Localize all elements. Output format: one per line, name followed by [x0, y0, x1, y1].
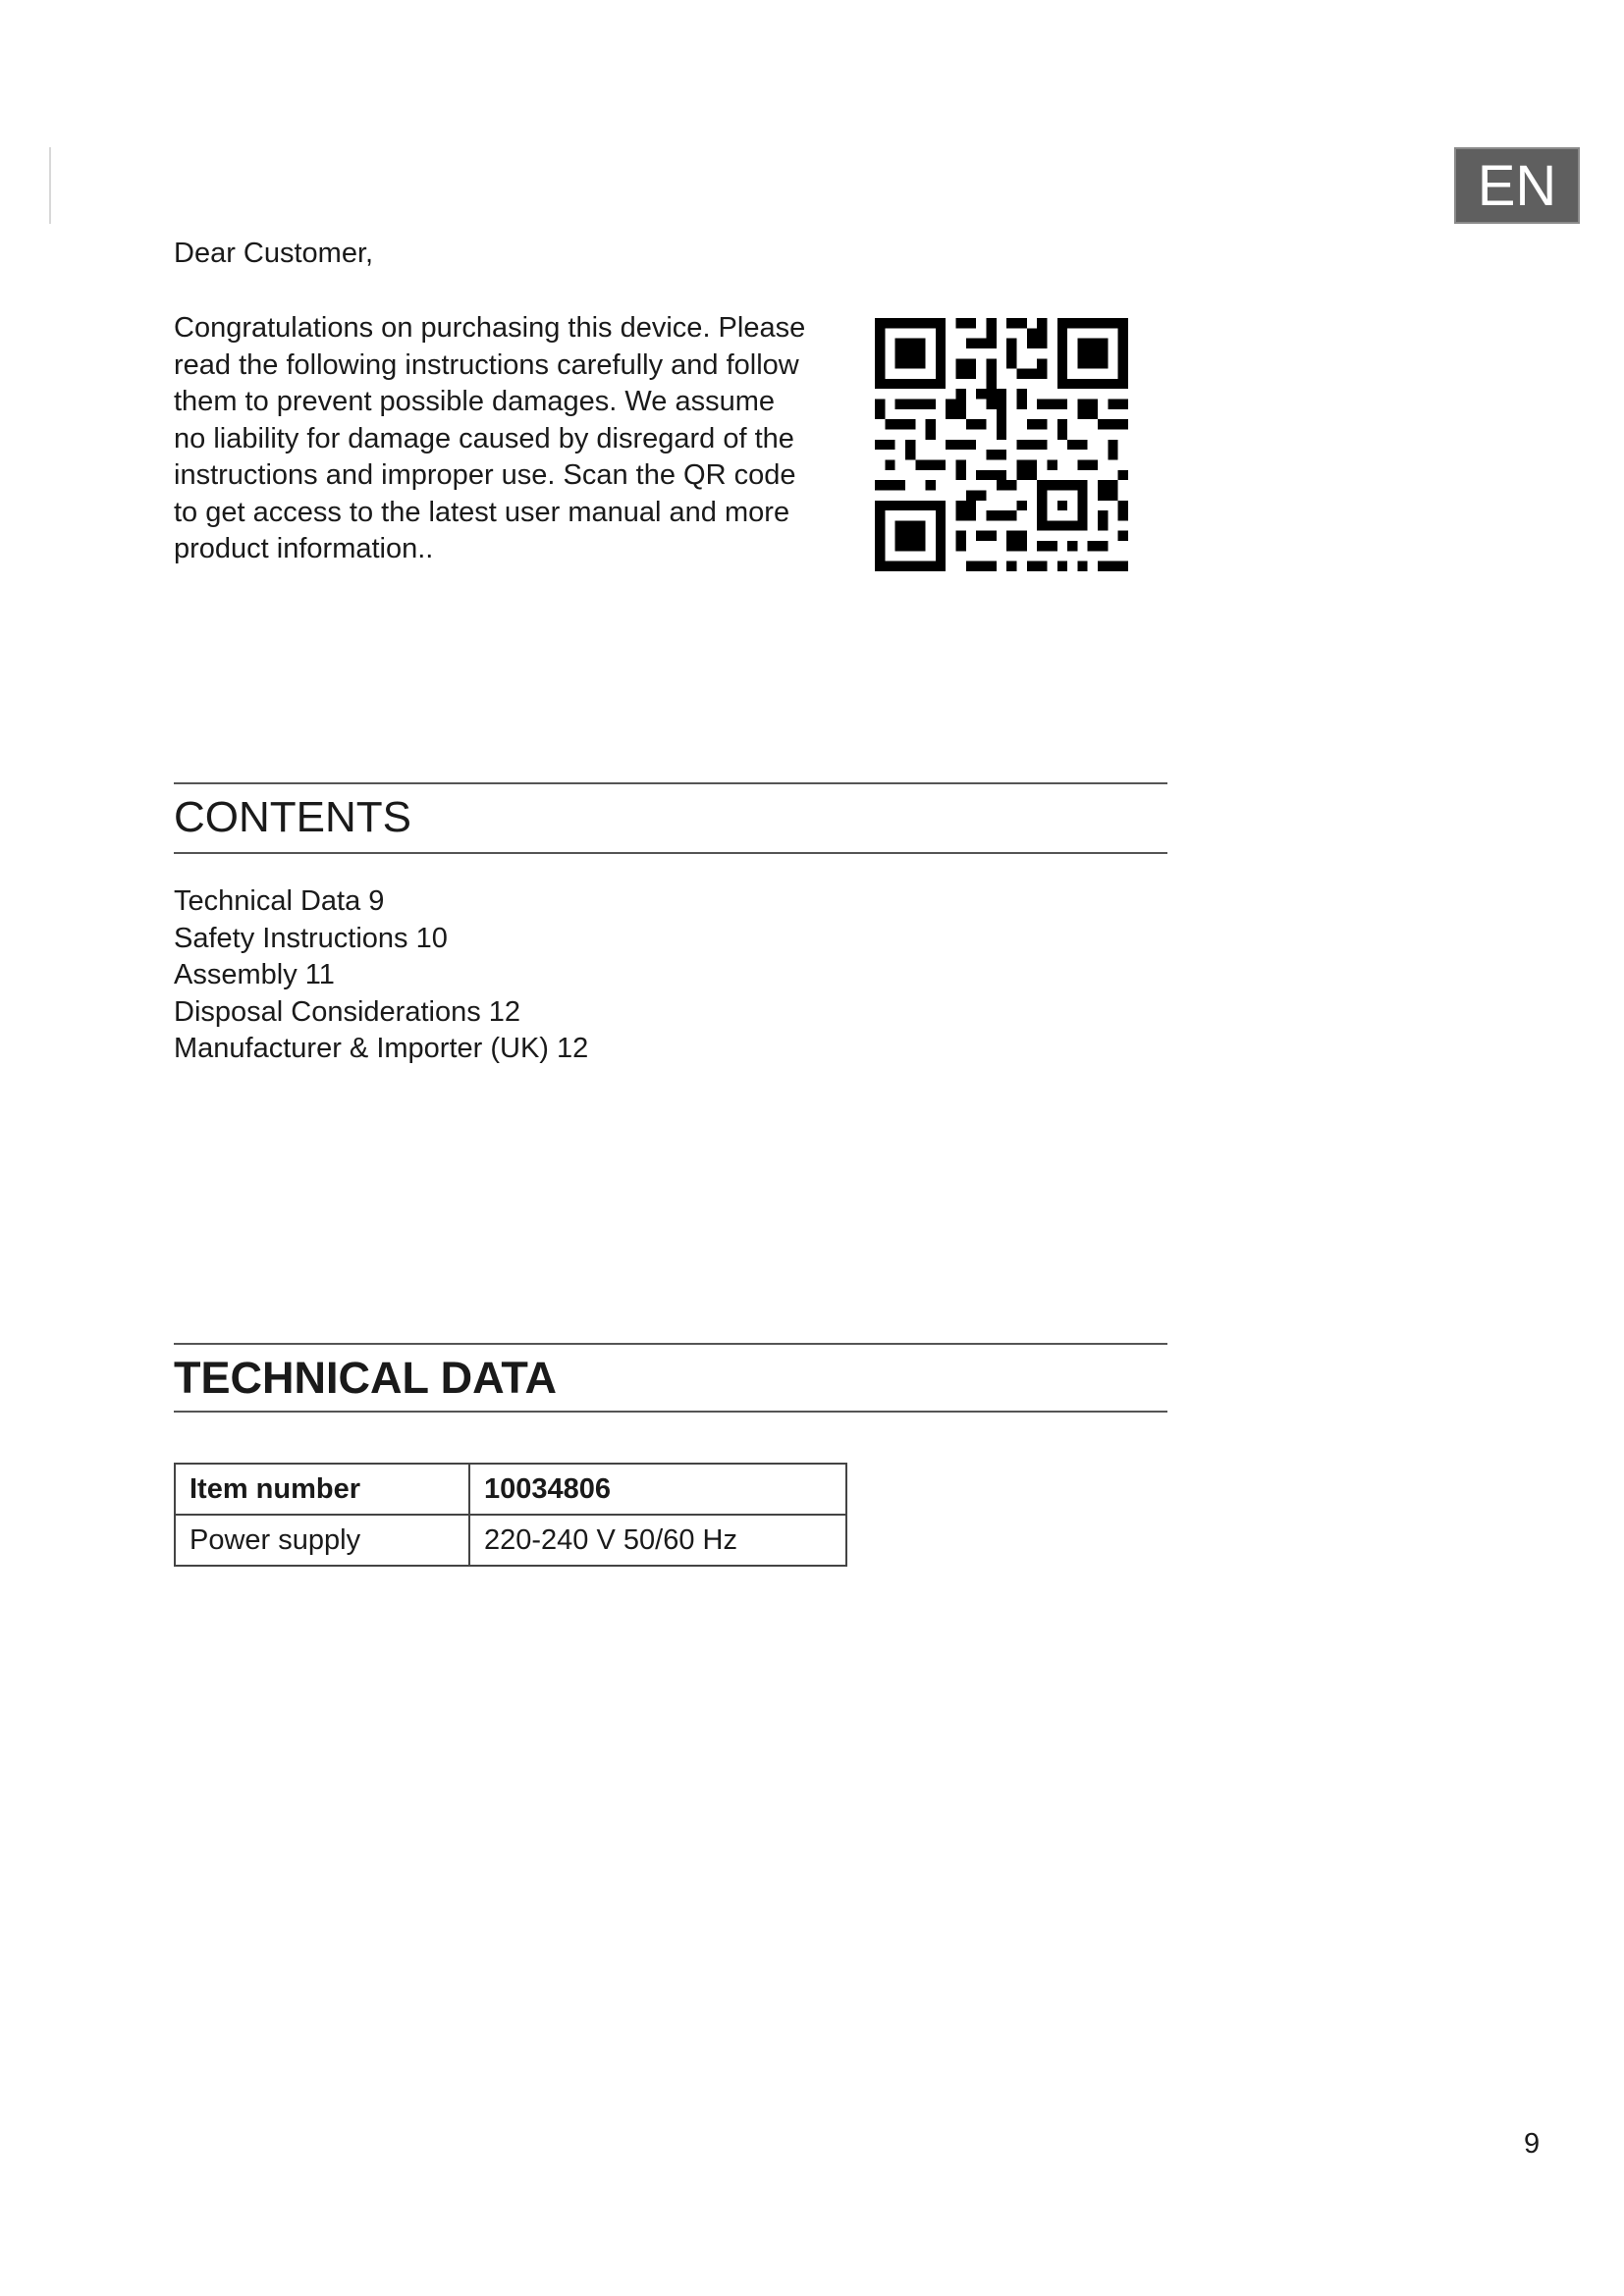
qr-code-icon [875, 318, 1128, 571]
section-rule-bottom [174, 1411, 1167, 1413]
language-badge: EN [1454, 147, 1580, 224]
intro-line: instructions and improper use. Scan the QR code [174, 459, 796, 491]
margin-line [49, 147, 51, 224]
page-number: 9 [1524, 2128, 1541, 2160]
table-cell-label: Power supply [175, 1515, 469, 1566]
section-rule-top [174, 782, 1167, 784]
technical-data-title: TECHNICAL DATA [174, 1353, 557, 1403]
table-row [175, 1464, 846, 1515]
contents-item: Disposal Considerations 12 [174, 995, 521, 1028]
table-row [175, 1515, 846, 1566]
intro-line: them to prevent possible damages. We assume [174, 386, 776, 417]
contents-item: Manufacturer & Importer (UK) 12 [174, 1033, 589, 1064]
contents-item: Technical Data 9 [174, 885, 385, 917]
contents-item: Assembly 11 [174, 959, 335, 990]
table-cell-label: Item number [175, 1464, 469, 1515]
intro-line: read the following instructions carefully and follow [174, 348, 799, 381]
table-cell-value: 10034806 [469, 1464, 846, 1515]
intro-line: no liability for damage caused by disregard of the [174, 422, 794, 454]
intro-line: Congratulations on purchasing this device. Please [174, 312, 806, 344]
section-rule-top [174, 1343, 1167, 1345]
table-cell-value: 220-240 V 50/60 Hz [469, 1515, 846, 1566]
contents-title: CONTENTS [174, 793, 411, 841]
greeting: Dear Customer, [174, 238, 374, 269]
intro-line: to get access to the latest user manual and more [174, 496, 790, 528]
intro-paragraph [174, 310, 841, 568]
contents-list [174, 883, 588, 1068]
intro-line: product information.. [174, 533, 434, 564]
technical-data-table [174, 1463, 847, 1567]
contents-item: Safety Instructions 10 [174, 922, 448, 954]
section-rule-bottom [174, 852, 1167, 854]
